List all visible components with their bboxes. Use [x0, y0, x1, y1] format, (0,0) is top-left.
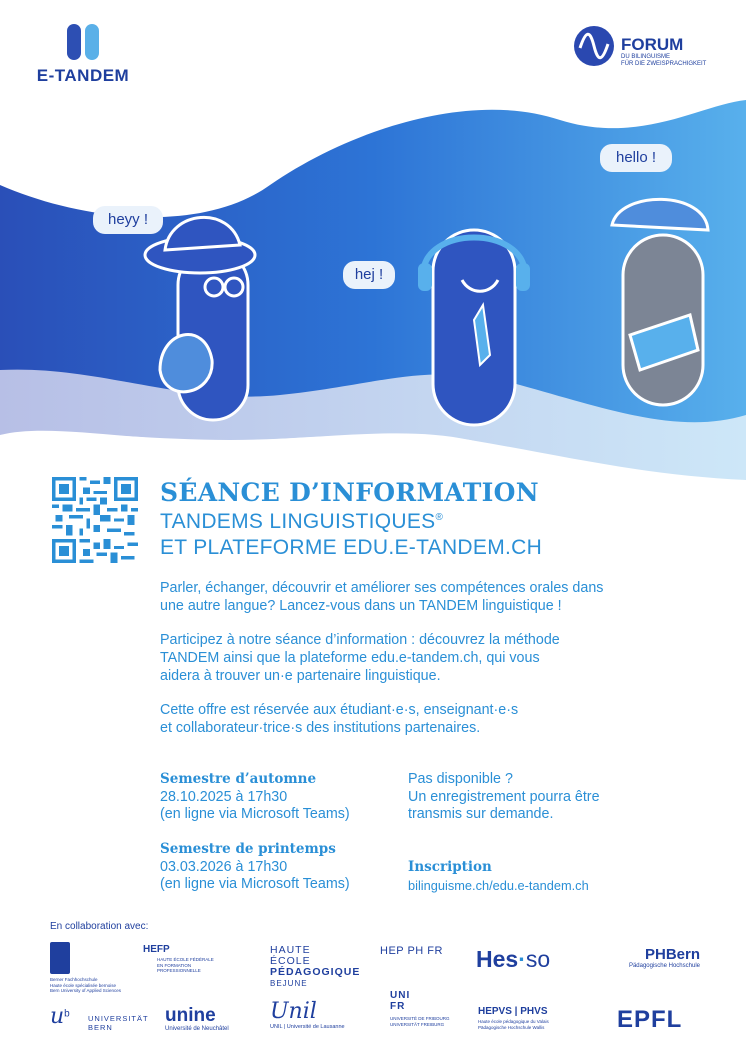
forum-bilinguisme-logo — [574, 26, 734, 70]
hep-valais-logo: HEPVS | PHVS Haute école pédagogique du Valais Pädagogische Hochschule Wallis — [478, 1006, 549, 1030]
subtitle-line-1: TANDEMS LINGUISTIQUES® — [160, 510, 444, 533]
eligibility-paragraph: Cette offre est réservée aux étudiant·e·s, enseignant·e·s et collaborateur·trice·s des institutions partenaires. — [160, 702, 519, 736]
unil-logo: Unil UNIL | Université de Lausanne — [270, 999, 345, 1030]
uni-fribourg-logo: UNI FR UNIVERSITÉ DE FRIBOURG UNIVERSITÄT FREIBURG — [390, 990, 450, 1027]
qr-code[interactable] — [52, 477, 138, 563]
forum-title: FORUM — [621, 35, 684, 54]
not-available-note: Pas disponible ? Un enregistrement pourra être transmis sur demande. — [408, 771, 600, 822]
registration-block — [408, 859, 648, 894]
registration-heading: Inscription — [408, 859, 492, 875]
e-tandem-logo-text: E-TANDEM — [36, 66, 130, 85]
e-tandem-logo-icon — [63, 22, 103, 62]
info-paragraph: Participez à notre séance d’information : découvrez la méthode TANDEM ainsi que la plateforme edu.e-tandem.ch, qui vous aidera à trouver un·e partenaire linguistique. — [160, 632, 560, 684]
registration-link[interactable]: bilinguisme.ch/edu.e-tandem.ch — [408, 877, 589, 893]
bfh-mark-icon — [50, 942, 70, 974]
hep-fribourg-logo: HEP PH FR — [380, 945, 443, 957]
uni-bern-logo: $u^b$ UNIVERSITÄT BERN — [50, 1004, 149, 1032]
bfh-logo: Berner Fachhochschule Haute école spécialisée bernoise Bern University of Applied Sciences — [50, 942, 130, 994]
speech-bubble-2: hej ! — [343, 261, 395, 289]
page-title: SÉANCE D’INFORMATION — [160, 478, 539, 507]
ph-bern-logo: PHBern Pädagogische Hochschule — [628, 946, 700, 969]
speech-bubble-3: hello ! — [600, 144, 672, 172]
hes-so-logo: Hes·so — [476, 946, 551, 972]
autumn-session: Semestre d’automne 28.10.2025 à 17h30 (en ligne via Microsoft Teams) — [160, 771, 350, 822]
intro-paragraph: Parler, échanger, découvrir et améliorer ses compétences orales dans une autre langue? Lancez-vous dans un TANDEM linguistique ! — [160, 580, 604, 614]
hefp-logo: HEFP HAUTE ÉCOLE FÉDÉRALE EN FORMATION PROFESSIONNELLE — [143, 944, 214, 973]
subtitle-line-2: ET PLATEFORME EDU.E-TANDEM.CH — [160, 536, 543, 559]
hep-bejune-logo: HAUTE ÉCOLE PÉDAGOGIQUE BEJUNE — [270, 944, 361, 988]
e-tandem-logo — [28, 22, 138, 86]
unine-logo: unine Université de Neuchâtel — [165, 1005, 229, 1032]
collaboration-label: En collaboration avec: — [50, 921, 149, 932]
forum-wave-icon — [574, 26, 614, 66]
epfl-logo: EPFL — [617, 1006, 683, 1033]
forum-subtitle: DU BILINGUISME FÜR DIE ZWEISPRACHIGKEIT — [621, 54, 707, 67]
spring-session: Semestre de printemps 03.03.2026 à 17h30 (en ligne via Microsoft Teams) — [160, 841, 350, 892]
speech-bubble-1: heyy ! — [93, 206, 163, 234]
